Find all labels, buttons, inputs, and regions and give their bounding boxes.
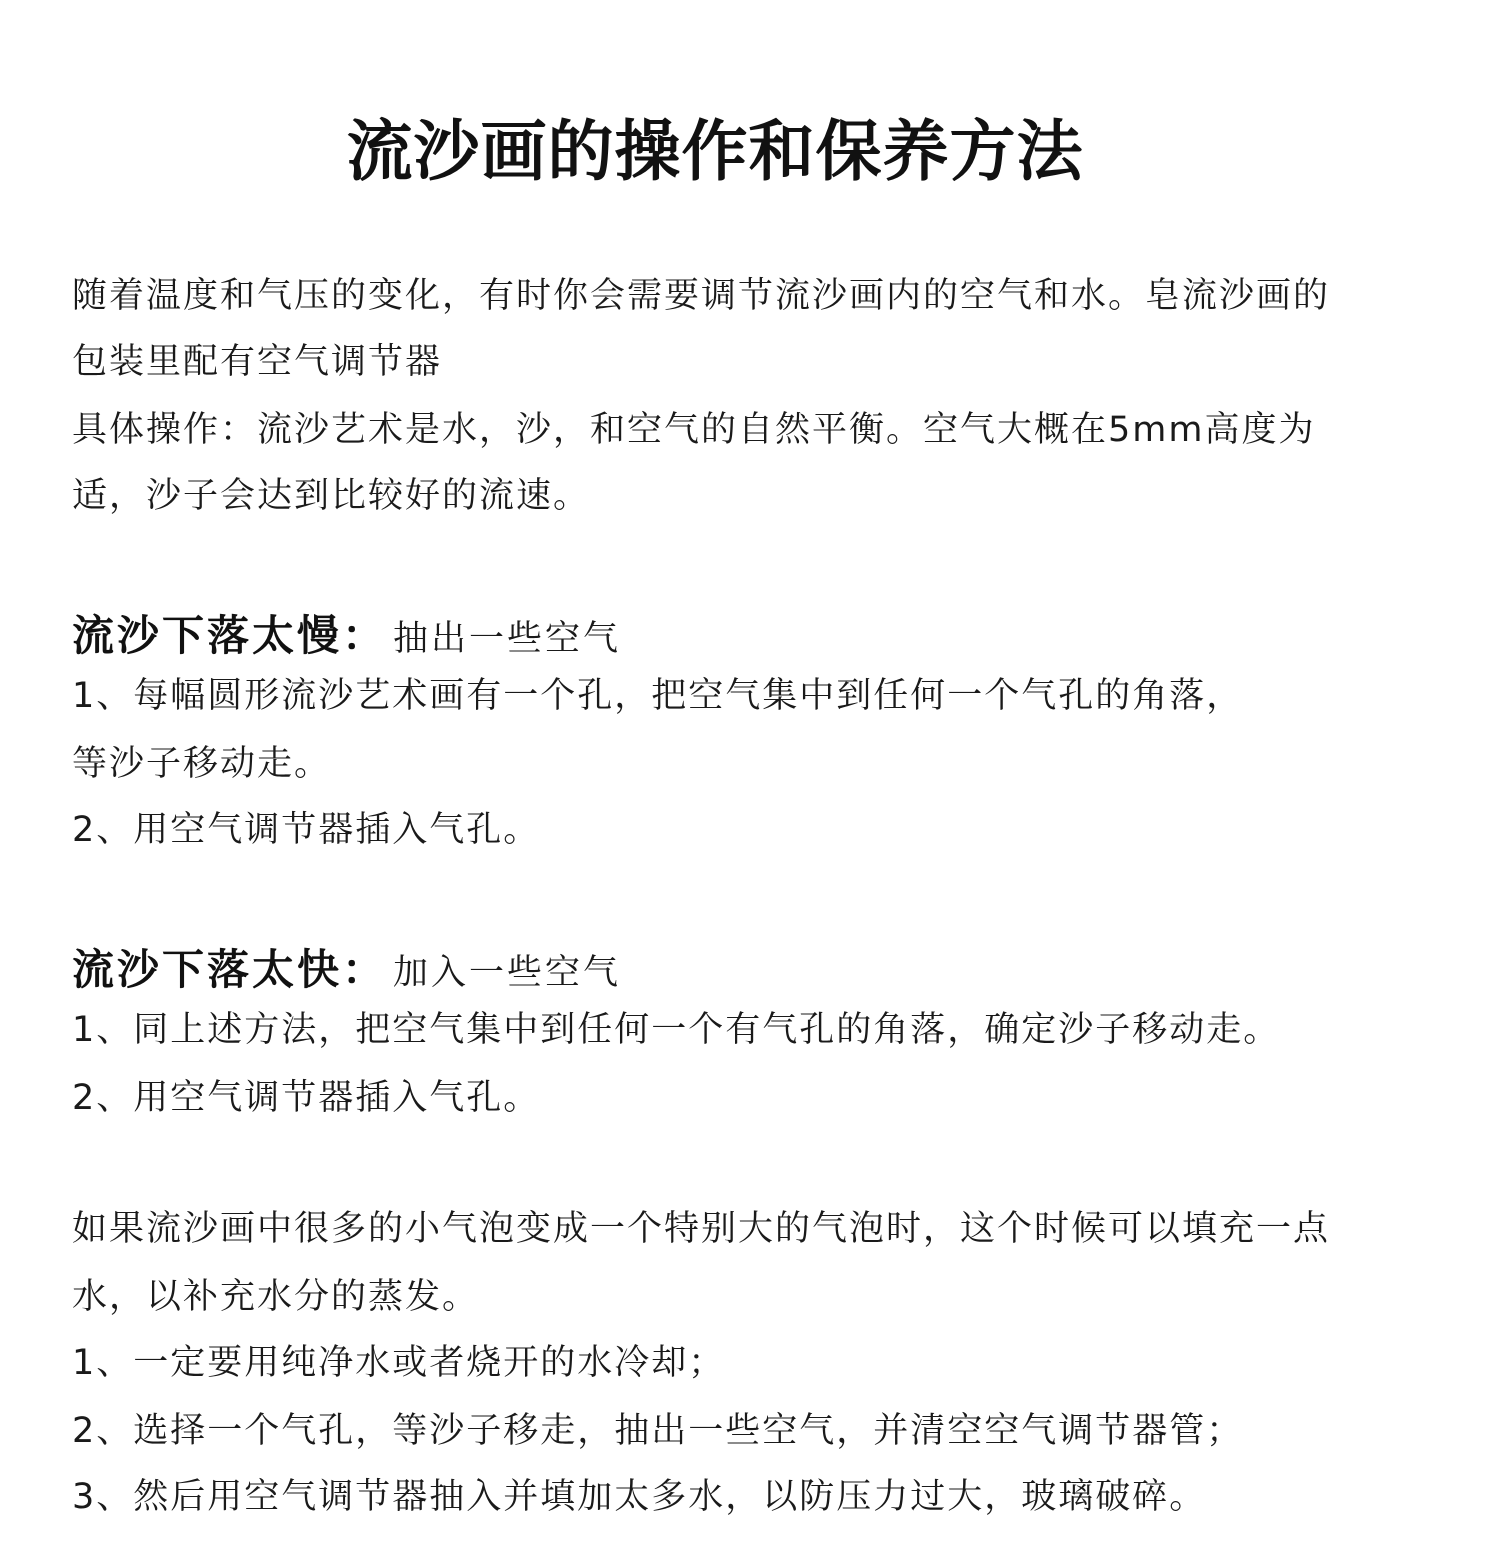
intro-line-3: 具体操作：流沙艺术是水，沙，和空气的自然平衡。空气大概在5mm高度为 xyxy=(72,410,1316,450)
bubble-step-2: 2、选择一个气孔，等沙子移走，抽出一些空气，并清空空气调节器管； xyxy=(72,1411,1244,1451)
bubble-line-2: 水，以补充水分的蒸发。 xyxy=(72,1277,480,1317)
slow-heading-note: 抽出一些空气 xyxy=(393,619,622,659)
intro-line-2: 包装里配有空气调节器 xyxy=(72,342,443,382)
fast-heading-note: 加入一些空气 xyxy=(393,953,622,993)
section-heading-fast xyxy=(72,944,621,1005)
slow-step-2: 2、用空气调节器插入气孔。 xyxy=(72,810,541,850)
page-title: 流沙画的操作和保养方法 xyxy=(346,113,1084,190)
fast-heading-label: 流沙下落太快： xyxy=(72,945,388,994)
slow-step-1-line-1: 1、每幅圆形流沙艺术画有一个孔，把空气集中到任何一个气孔的角落， xyxy=(72,676,1244,716)
slow-heading-label: 流沙下落太慢： xyxy=(72,611,388,660)
section-heading-slow xyxy=(72,610,621,671)
bubble-line-1: 如果流沙画中很多的小气泡变成一个特别大的气泡时，这个时候可以填充一点 xyxy=(72,1209,1331,1249)
fast-step-1: 1、同上述方法，把空气集中到任何一个有气孔的角落，确定沙子移动走。 xyxy=(72,1010,1281,1050)
fast-step-2: 2、用空气调节器插入气孔。 xyxy=(72,1078,541,1118)
slow-step-1-line-2: 等沙子移动走。 xyxy=(72,744,332,784)
intro-line-4: 适，沙子会达到比较好的流速。 xyxy=(72,476,591,516)
bubble-step-3: 3、然后用空气调节器抽入并填加太多水，以防压力过大，玻璃破碎。 xyxy=(72,1477,1207,1517)
bubble-step-1: 1、一定要用纯净水或者烧开的水冷却； xyxy=(72,1343,726,1383)
intro-line-1: 随着温度和气压的变化，有时你会需要调节流沙画内的空气和水。皂流沙画的 xyxy=(72,276,1331,316)
